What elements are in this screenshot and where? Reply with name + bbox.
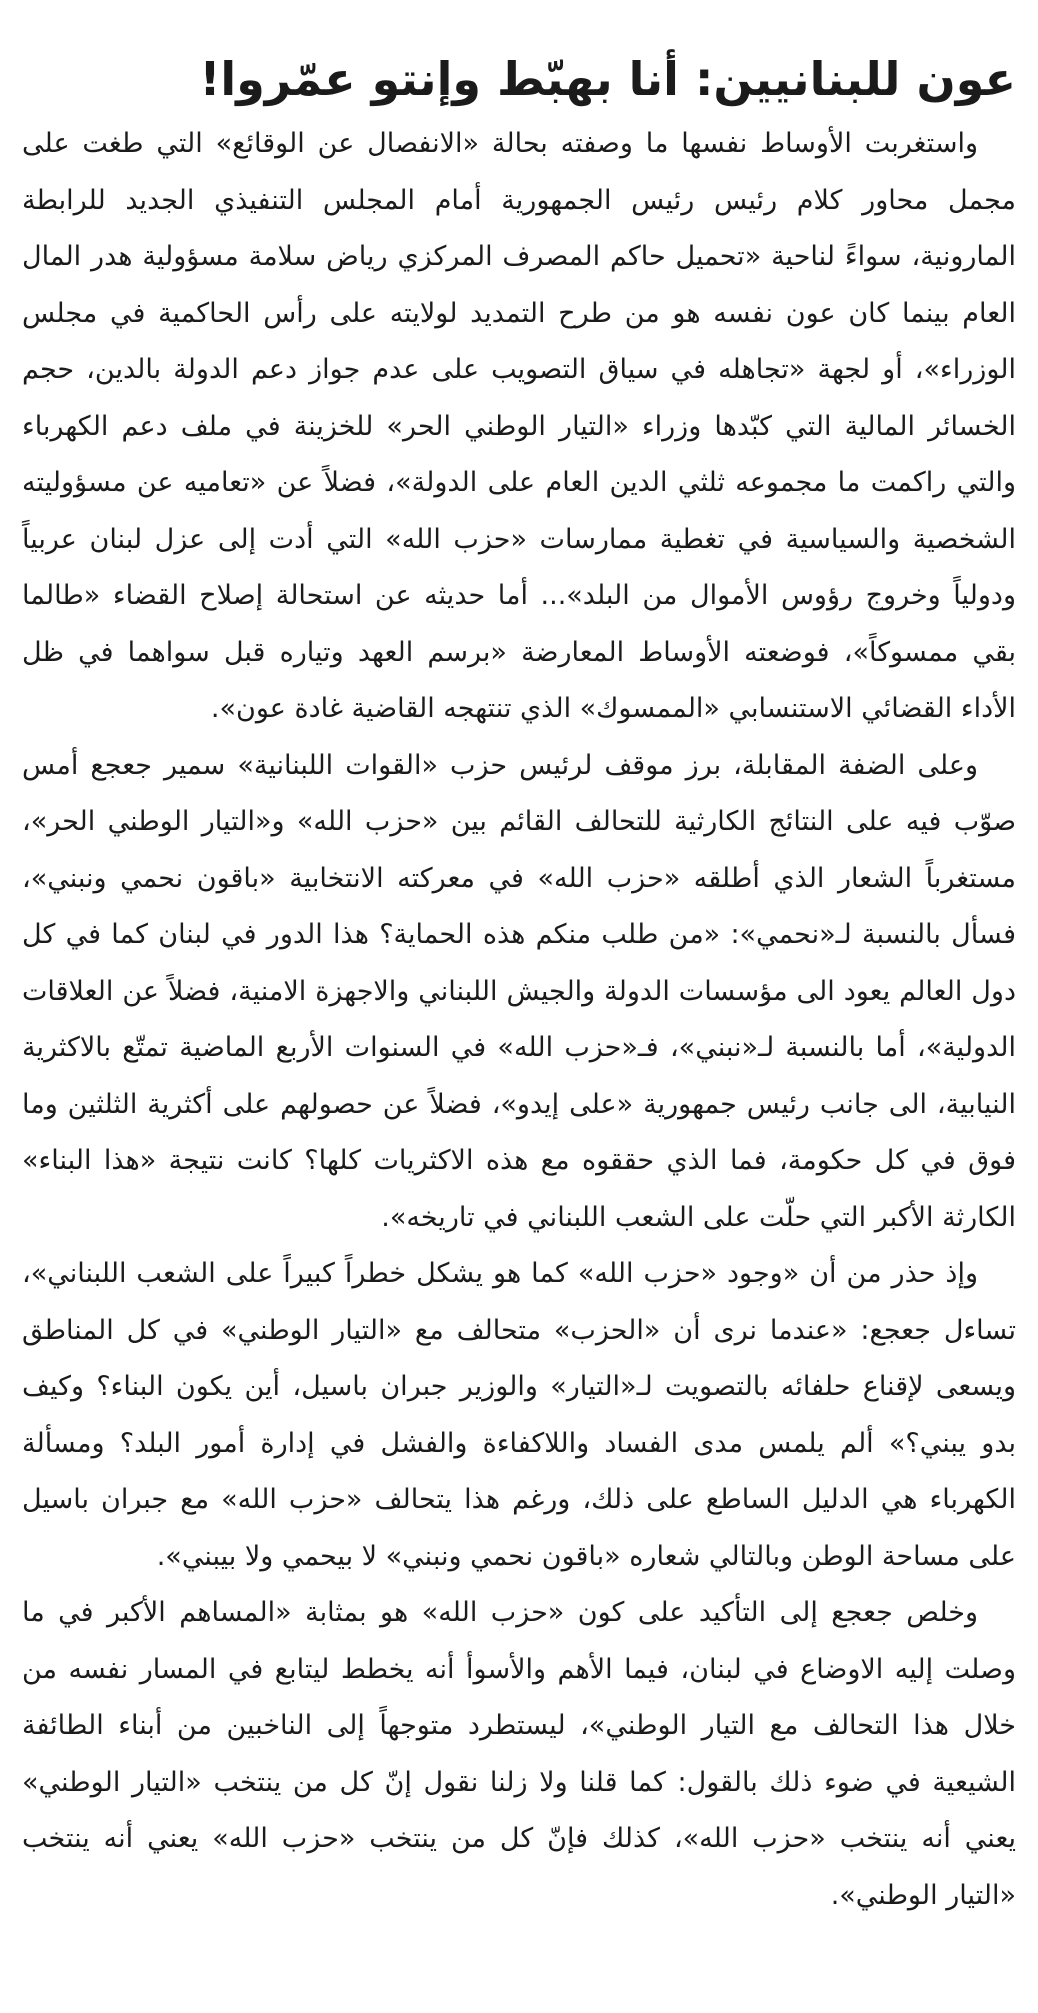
article-paragraph-2: وعلى الضفة المقابلة، برز موقف لرئيس حزب «القوات اللبنانية» سمير جعجع أمس صوّب فيه على النتائج الكارثية للتحالف القائم بين «حزب الله» و«التيار الوطني الحر»، مستغرباً الشعار الذي أطلقه «حزب الله» في معركته الانتخابية «باقون نحمي ونبني»، فسأل بالنسبة لـ«نحمي»: «من طلب منكم هذه الحماية؟ هذا الدور في لبنان كما في كل دول العالم يعود الى مؤسسات الدولة والجيش اللبناني والاجهزة الامنية، فضلاً عن العلاقات الدولية»، أما بالنسبة لـ«نبني»، فـ«حزب الله» في السنوات الأربع الماضية تمتّع بالاكثرية النيابية، الى جانب رئيس جمهورية «على إيدو»، فضلاً عن حصولهم على أكثرية الثلثين وما فوق في كل حكومة، فما الذي حققوه مع هذه الاكثريات كلها؟ كانت نتيجة «هذا البناء» الكارثة الأكبر التي حلّت على الشعب اللبناني في تاريخه».	[22, 749, 1016, 1233]
article-body	[22, 116, 1016, 1924]
article-paragraph-3: وإذ حذر من أن «وجود «حزب الله» كما هو يشكل خطراً كبيراً على الشعب اللبناني»، تساءل جعجع: «عندما نرى أن «الحزب» متحالف مع «التيار الوطني» في كل المناطق ويسعى لإقناع حلفائه بالتصويت لـ«التيار» والوزير جبران باسيل، أين يكون البناء؟ وكيف بدو يبني؟» ألم يلمس مدى الفساد واللاكفاءة والفشل في إدارة أمور البلد؟ ومسألة الكهرباء هي الدليل الساطع على ذلك، ورغم هذا يتحالف «حزب الله» مع جبران باسيل على مساحة الوطن وبالتالي شعاره «باقون نحمي ونبني» لا بيحمي ولا بيبني».	[22, 1258, 1016, 1572]
article-headline: عون للبنانيين: أنا بهبّط وإنتو عمّروا!	[199, 52, 1016, 106]
article-paragraph-1: واستغربت الأوساط نفسها ما وصفته بحالة «الانفصال عن الوقائع» التي طغت على مجمل محاور كلام رئيس رئيس الجمهورية أمام المجلس التنفيذي الجديد للرابطة المارونية، سواءً لناحية «تحميل حاكم المصرف المركزي رياض سلامة مسؤولية هدر المال العام بينما كان عون نفسه هو من طرح التمديد لولايته على رأس الحاكمية في مجلس الوزراء»، أو لجهة «تجاهله في سياق التصويب على عدم جواز دعم الدولة بالدين، حجم الخسائر المالية التي كبّدها وزراء «التيار الوطني الحر» للخزينة في ملف دعم الكهرباء والتي راكمت ما مجموعه ثلثي الدين العام على الدولة»، فضلاً عن «تعاميه عن مسؤوليته الشخصية والسياسية في تغطية ممارسات «حزب الله» التي أدت إلى عزل لبنان عربياً ودولياً وخروج رؤوس الأموال من البلد»... أما حديثه عن استحالة إصلاح القضاء «طالما بقي ممسوكاً»، فوضعته الأوساط المعارضة «برسم العهد وتياره قبل سواهما في ظل الأداء القضائي الاستنسابي «الممسوك» الذي تنتهجه القاضية غادة عون».	[22, 128, 1016, 724]
article-paragraph-4: وخلص جعجع إلى التأكيد على كون «حزب الله» هو بمثابة «المساهم الأكبر في ما وصلت إليه الاوضاع في لبنان، فيما الأهم والأسوأ أنه يخطط ليتابع في المسار نفسه من خلال هذا التحالف مع التيار الوطني»، ليستطرد متوجهاً إلى الناخبين من أبناء الطائفة الشيعية في ضوء ذلك بالقول: كما قلنا ولا زلنا نقول إنّ كل من ينتخب «التيار الوطني» يعني أنه ينتخب «حزب الله»، كذلك فإنّ كل من ينتخب «حزب الله» يعني أنه ينتخب «التيار الوطني».	[22, 1597, 1016, 1911]
